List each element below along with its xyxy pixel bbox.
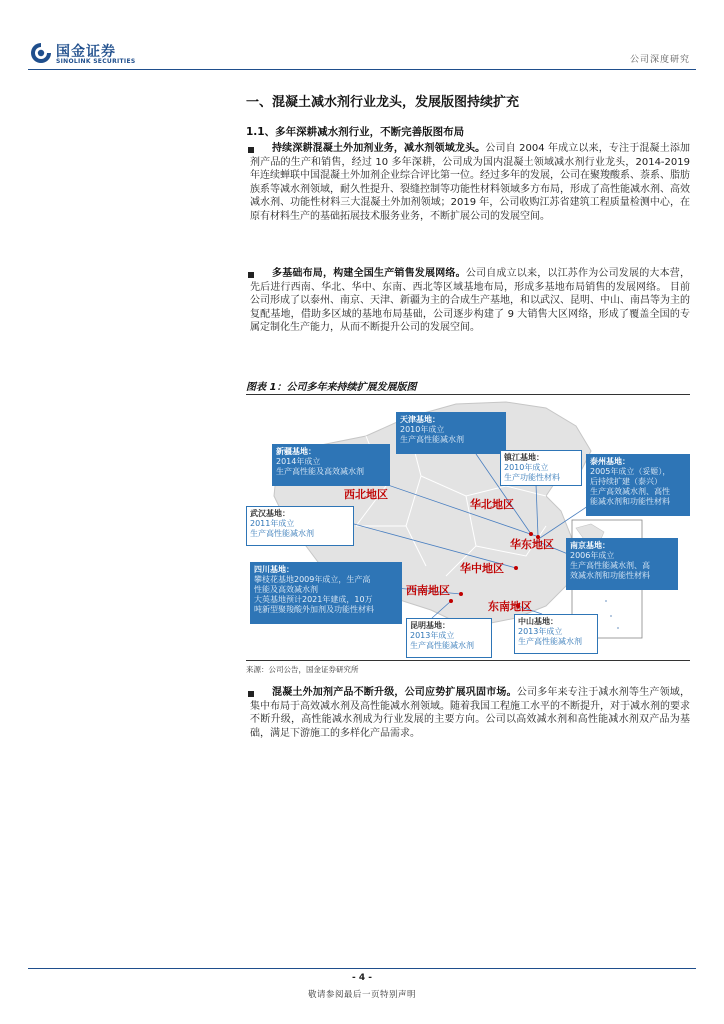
callout-line: 性能及高效减水剂: [254, 585, 318, 594]
footer-divider: [28, 968, 696, 969]
callout-line: 大英基地预计2021年建成，10万: [254, 595, 373, 604]
callout-tianjin-base: [396, 412, 506, 454]
report-type-label: 公司深度研究: [629, 55, 690, 65]
paragraph-lead: 持续深耕混凝土外加剂业务，减水剂领域龙头。: [272, 143, 486, 154]
callout-title: 南京基地：: [570, 541, 610, 550]
callout-line: 生产高性能减水剂: [410, 641, 474, 650]
figure-title: 图表 1：公司多年来持续扩展发展版图: [246, 382, 417, 393]
paragraph-text: 公司多年来专注于减水剂等生产领域，集中布局于高效减水剂及高性能减水剂领域。随着我国工程施工水平的不断提升，对于减水剂的要求不断升级，高性能减水剂成为行业发展的主要方向。公司以高效减水剂和高性能减水剂双产品为基础，满足下游施工的多样化产品需求。: [250, 687, 691, 739]
header-divider: [28, 69, 696, 70]
callout-line: 2011年成立: [250, 519, 295, 528]
page-number: - 4 -: [352, 973, 372, 983]
callout-line: 生产功能性材料: [504, 473, 560, 482]
region-label: 华中地区: [460, 562, 504, 575]
paragraph-2: [250, 267, 690, 335]
callout-zhongshan-base: [514, 614, 598, 654]
callout-line: 2010年成立: [400, 425, 445, 434]
paragraph-lead: 混凝土外加剂产品不断升级，公司应势扩展巩固市场。: [272, 687, 517, 698]
figure-source: 来源：公司公告，国金证券研究所: [246, 665, 359, 674]
region-label: 东南地区: [488, 600, 532, 613]
callout-line: 2013年成立: [410, 631, 455, 640]
subsection-heading: 1.1、多年深耕减水剂行业，不断完善版图布局: [246, 126, 465, 138]
callout-kunming-base: [406, 618, 492, 658]
callout-line: 能减水剂和功能性材料: [590, 497, 670, 506]
paragraph-1: [250, 142, 690, 224]
callout-line: 2005年成立（妥姬），: [590, 467, 671, 476]
callout-line: 生产高性能及高效减水剂: [276, 467, 364, 476]
disclaimer-note: 敬请参阅最后一页特别声明: [307, 990, 416, 1000]
paragraph-text: 公司自 2004 年成立以来，专注于混凝土添加剂产品的生产和销售，经过 10 多年深耕，公司成为国内混凝土领域减水剂行业龙头，2014-2019 年连续蝉联中国混凝土外加剂企业综合评比第一位。经过多年的发展，公司在聚羧酸系、萘系、脂肪族系等减水剂领域，耐久性提升、裂缝控制等功能性材料领域多方布局，形成了高性能减水剂、高效减水剂、功能性材料三大混凝土外加剂领域；2019 年，公司收购江苏省建筑工程质量检测中心，在原有材料生产的基础拓展技术服务业务，不断扩展公司的发展空间。: [250, 143, 691, 222]
callout-nanjing-base: [566, 538, 678, 590]
china-base-map: [246, 396, 690, 658]
paragraph-lead: 多基础布局，构建全国生产销售发展网络。: [272, 268, 466, 279]
company-logo-icon: [30, 42, 52, 64]
callout-wuhan-base: [246, 506, 354, 546]
callout-line: 生产高性能减水剂: [518, 637, 582, 646]
region-label: 华东地区: [510, 538, 554, 551]
callout-title: 昆明基地：: [410, 621, 450, 630]
paragraph-text: 公司自成立以来，以江苏作为公司发展的大本营，先后进行西南、华北、华中、东南、西北等区域基地布局，形成多基地布局销售的发展网络。 目前公司形成了以泰州、南京、天津、新疆为主的合成生产基地，和以武汉、昆明、中山、南昌等为主的复配基地，借助多区域的基地布局基础，公司逐步构建了 9 大销售大区网络，形成了覆盖全国的专属定制化生产能力，从而不断提升公司的发展空间。: [250, 268, 691, 334]
callout-line: 吨新型聚羧酸外加剂及功能性材料: [254, 605, 374, 614]
region-label: 西北地区: [344, 488, 388, 501]
callout-title: 中山基地：: [518, 617, 558, 626]
callout-line: 生产高效减水剂、高性: [590, 487, 670, 496]
callout-line: 生产高性能减水剂: [400, 435, 464, 444]
paragraph-3: [250, 686, 690, 740]
callout-taizhou-base: [586, 454, 690, 516]
figure-bottom-rule: [246, 660, 690, 661]
callout-zhenjiang-base: [500, 450, 582, 486]
callout-line: 攀枝花基地2009年成立，生产高: [254, 575, 371, 584]
callout-line: 2006年成立: [570, 551, 615, 560]
region-label: 华北地区: [470, 498, 514, 511]
callout-title: 武汉基地：: [250, 509, 290, 518]
callout-title: 镇江基地：: [504, 453, 544, 462]
callout-line: 后持续扩建（泰兴）: [590, 477, 662, 486]
callout-title: 新疆基地：: [276, 447, 316, 456]
brand-name-cn: 国金证券: [56, 44, 116, 60]
callout-line: 生产高性能减水剂: [250, 529, 314, 538]
section-heading: 一、混凝土减水剂行业龙头，发展版图持续扩充: [246, 95, 520, 110]
callout-line: 2013年成立: [518, 627, 563, 636]
callout-line: 2010年成立: [504, 463, 549, 472]
figure-top-rule: [246, 394, 690, 395]
callout-title: 四川基地：: [254, 565, 294, 574]
callout-title: 泰州基地：: [590, 457, 630, 466]
callout-line: 效减水剂和功能性材料: [570, 571, 650, 580]
region-label: 西南地区: [406, 584, 450, 597]
callout-line: 生产高性能减水剂、高: [570, 561, 650, 570]
callout-xinjiang-base: [272, 444, 390, 486]
callout-sichuan-base: [250, 562, 402, 624]
callout-line: 2014年成立: [276, 457, 321, 466]
callout-title: 天津基地：: [400, 415, 440, 424]
brand-name-en: SINOLINK SECURITIES: [56, 58, 136, 65]
